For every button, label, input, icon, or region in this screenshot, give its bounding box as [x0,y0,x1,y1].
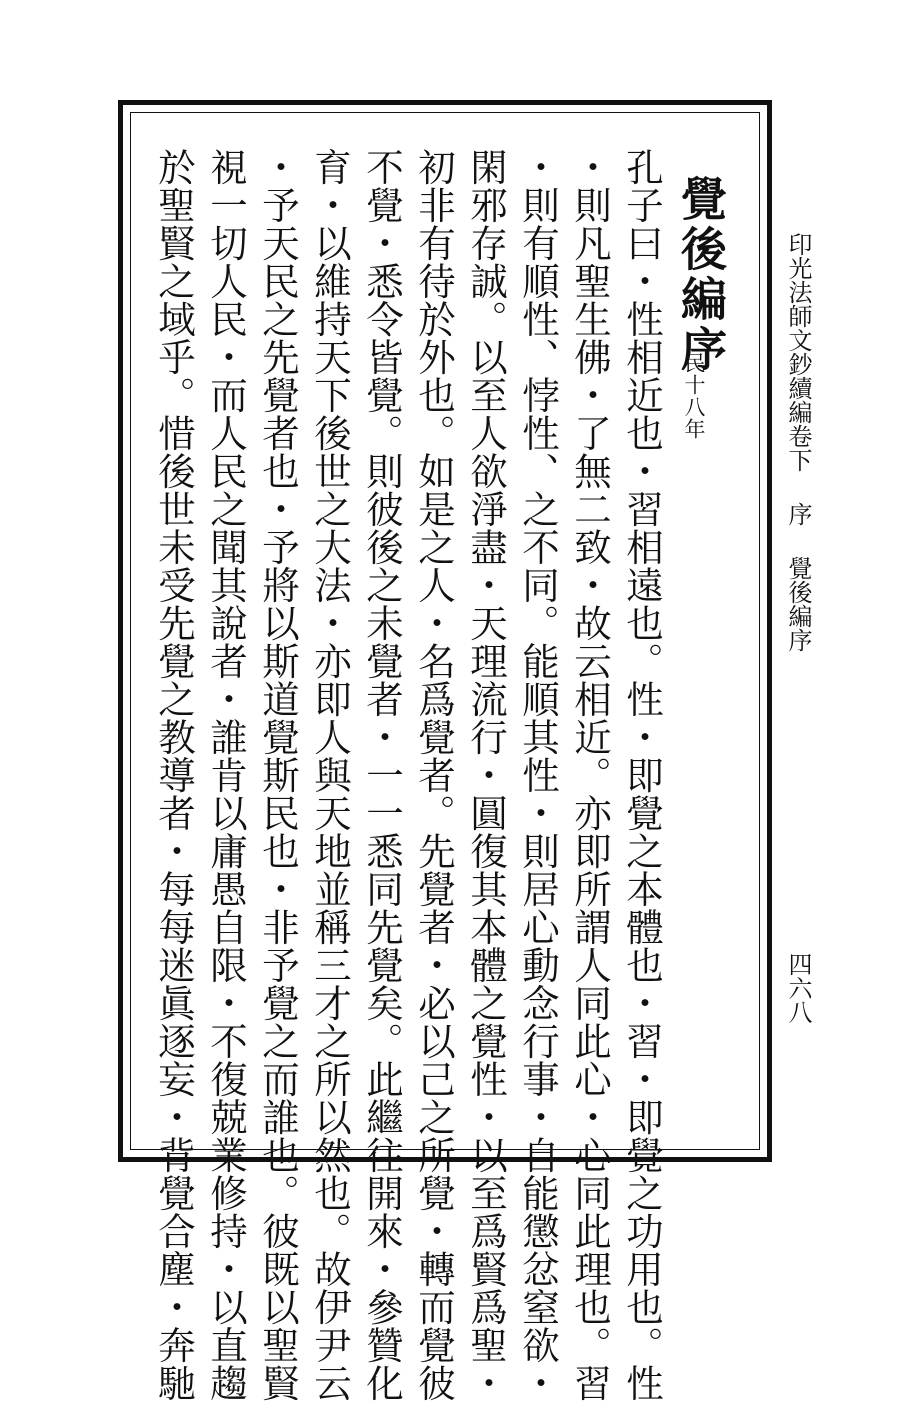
text-column-1: 孔子曰・性相近也・習相遠也。性・即覺之本體也・習・即覺之功用也。性 [620,148,664,1402]
text-column-4: 閑邪存誠。以至人欲淨盡・天理流行・圓復其本體之覺性・以至爲賢爲聖・ [464,148,508,1402]
text-column-10: 於聖賢之域乎。惜後世未受先覺之教導者・每每迷眞逐妄・背覺合塵・奔馳 [152,148,196,1402]
text-column-3: ・則有順性、悖性、之不同。能順其性・則居心動念行事・自能懲忿窒欲・ [516,148,560,1402]
running-head-chapter: 覺後編序 [784,556,812,652]
text-column-9: 視一切人民・而人民之聞其說者・誰肯以庸愚自限・不復兢業修持・以直趨 [204,148,248,1402]
page-title: 覺後編序 [674,175,728,375]
running-head-book: 印光法師文鈔續編卷下 [784,232,812,472]
running-head-section: 序 [784,502,812,526]
running-head [780,232,810,652]
text-column-6: 不覺・悉令皆覺。則彼後之未覺者・一一悉同先覺矣。此繼往開來・參贊化 [360,148,404,1402]
text-column-5: 初非有待於外也。如是之人・名爲覺者。先覺者・必以己之所覺・轉而覺彼 [412,148,456,1402]
text-column-2: ・則凡聖生佛・了無二致・故云相近。亦即所謂人同此心・心同此理也。習 [568,148,612,1402]
page-subtitle: 民十八年 [682,352,706,440]
text-column-8: ・予天民之先覺者也・予將以斯道覺斯民也・非予覺之而誰也。彼既以聖賢 [256,148,300,1402]
text-column-7: 育・以維持天下後世之大法・亦即人與天地並稱三才之所以然也。故伊尹云 [308,148,352,1402]
page-number: 四六八 [784,952,812,1024]
